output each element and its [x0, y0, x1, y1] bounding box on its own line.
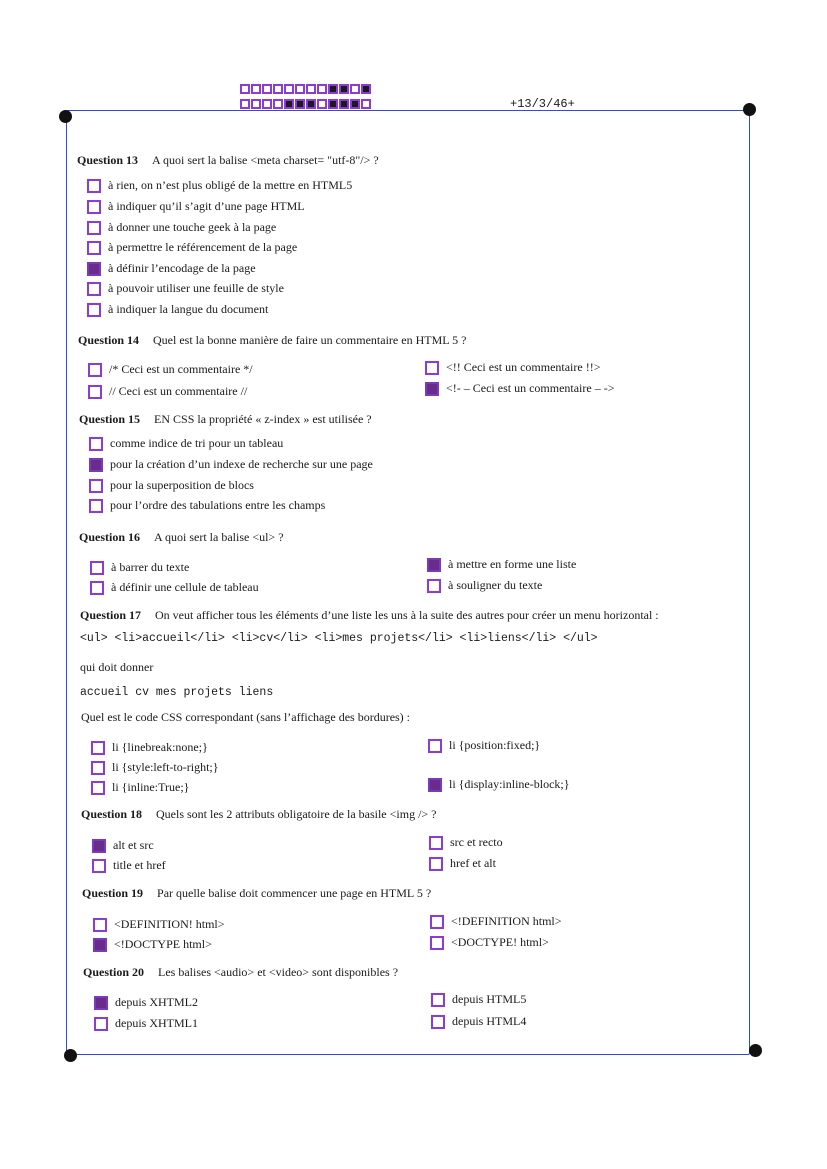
- question-text: EN CSS la propriété « z-index » est utilisée ?: [154, 412, 372, 426]
- code-cell: [251, 99, 261, 109]
- checkbox[interactable]: [87, 200, 101, 214]
- question-number: Question 18: [81, 807, 143, 821]
- checkbox[interactable]: [425, 382, 439, 396]
- checkbox[interactable]: [431, 1015, 445, 1029]
- checkbox[interactable]: [89, 479, 103, 493]
- q19-option-4[interactable]: <DOCTYPE! html>: [430, 935, 549, 950]
- corner-marker-top-right: [743, 103, 756, 116]
- question-number: Question 14: [78, 333, 140, 347]
- q19-option-3[interactable]: <!DEFINITION html>: [430, 914, 562, 929]
- checkbox[interactable]: [431, 993, 445, 1007]
- checkbox[interactable]: [94, 996, 108, 1010]
- checkbox[interactable]: [93, 938, 107, 952]
- q16-option-2[interactable]: à définir une cellule de tableau: [90, 580, 259, 595]
- q20-option-2[interactable]: depuis XHTML1: [94, 1016, 198, 1031]
- code-cell: [295, 84, 305, 94]
- code-cell: [284, 84, 294, 94]
- checkbox[interactable]: [427, 558, 441, 572]
- checkbox[interactable]: [90, 581, 104, 595]
- checkbox[interactable]: [425, 361, 439, 375]
- q17-line-3: Quel est le code CSS correspondant (sans l’affichage des bordures) :: [81, 710, 411, 724]
- q13-option-5[interactable]: à définir l’encodage de la page: [87, 261, 256, 276]
- corner-marker-top-left: [59, 110, 72, 123]
- code-cell: [328, 84, 338, 94]
- question-number: Question 20: [83, 965, 145, 979]
- code-cell: [361, 99, 371, 109]
- question-text: A quoi sert la balise <ul> ?: [154, 530, 284, 544]
- q15-option-2[interactable]: pour la création d’un indexe de recherche sur une page: [89, 457, 373, 472]
- code-snippet-html: <ul> <li>accueil</li> <li>cv</li> <li>mes projets</li> <li>liens</li> </ul>: [80, 632, 598, 645]
- checkbox[interactable]: [87, 262, 101, 276]
- checkbox[interactable]: [93, 918, 107, 932]
- binary-code-row-2: [240, 99, 371, 109]
- q17-option-2[interactable]: li {style:left-to-right;}: [91, 760, 219, 775]
- code-cell: [284, 99, 294, 109]
- checkbox[interactable]: [87, 303, 101, 317]
- question-text: Les balises <audio> et <video> sont disponibles ?: [158, 965, 399, 979]
- question-16: [79, 530, 284, 545]
- code-cell: [350, 99, 360, 109]
- checkbox[interactable]: [427, 579, 441, 593]
- question-text: Quel est la bonne manière de faire un commentaire en HTML 5 ?: [153, 333, 467, 347]
- code-cell: [328, 99, 338, 109]
- q13-option-6[interactable]: à pouvoir utiliser une feuille de style: [87, 281, 284, 296]
- checkbox[interactable]: [429, 836, 443, 850]
- q17-option-4[interactable]: li {position:fixed;}: [428, 738, 540, 753]
- code-cell: [251, 84, 261, 94]
- question-text: A quoi sert la balise <meta charset= "utf-8"/> ?: [152, 153, 379, 167]
- q20-option-4[interactable]: depuis HTML4: [431, 1014, 526, 1029]
- q18-option-3[interactable]: src et recto: [429, 835, 503, 850]
- q16-option-4[interactable]: à souligner du texte: [427, 578, 542, 593]
- q14-option-2[interactable]: // Ceci est un commentaire //: [88, 384, 247, 399]
- checkbox[interactable]: [91, 761, 105, 775]
- code-cell: [339, 84, 349, 94]
- q19-option-2[interactable]: <!DOCTYPE html>: [93, 937, 212, 952]
- code-cell: [273, 84, 283, 94]
- question-20: [83, 965, 398, 980]
- code-cell: [361, 84, 371, 94]
- code-cell: [262, 99, 272, 109]
- question-18: [81, 807, 437, 822]
- q13-option-3[interactable]: à donner une touche geek à la page: [87, 220, 276, 235]
- checkbox[interactable]: [94, 1017, 108, 1031]
- q17-option-5[interactable]: li {display:inline-block;}: [428, 777, 570, 792]
- q13-option-4[interactable]: à permettre le référencement de la page: [87, 240, 297, 255]
- q13-option-7[interactable]: à indiquer la langue du document: [87, 302, 268, 317]
- q13-option-2[interactable]: à indiquer qu’il s’agit d’une page HTML: [87, 199, 305, 214]
- code-snippet-output: accueil cv mes projets liens: [80, 686, 274, 699]
- corner-marker-bottom-right: [749, 1044, 762, 1057]
- checkbox[interactable]: [90, 561, 104, 575]
- q20-option-3[interactable]: depuis HTML5: [431, 992, 526, 1007]
- binary-code-row-1: [240, 84, 371, 94]
- question-number: Question 16: [79, 530, 141, 544]
- question-19: [82, 886, 431, 901]
- q17-option-1[interactable]: li {linebreak:none;}: [91, 740, 208, 755]
- q18-option-1[interactable]: alt et src: [92, 838, 154, 853]
- checkbox[interactable]: [89, 499, 103, 513]
- q20-option-1[interactable]: depuis XHTML2: [94, 995, 198, 1010]
- q18-option-2[interactable]: title et href: [92, 858, 166, 873]
- question-number: Question 13: [77, 153, 139, 167]
- q16-option-1[interactable]: à barrer du texte: [90, 560, 189, 575]
- checkbox[interactable]: [87, 241, 101, 255]
- code-cell: [295, 99, 305, 109]
- checkbox[interactable]: [428, 739, 442, 753]
- checkbox[interactable]: [92, 839, 106, 853]
- code-cell: [317, 84, 327, 94]
- question-number: Question 15: [79, 412, 141, 426]
- code-cell: [240, 84, 250, 94]
- code-cell: [240, 99, 250, 109]
- q16-option-3[interactable]: à mettre en forme une liste: [427, 557, 576, 572]
- q14-option-1[interactable]: /* Ceci est un commentaire */: [88, 362, 253, 377]
- checkbox[interactable]: [87, 282, 101, 296]
- code-cell: [339, 99, 349, 109]
- q13-option-1[interactable]: à rien, on n’est plus obligé de la mettre en HTML5: [87, 178, 352, 193]
- question-number: Question 19: [82, 886, 144, 900]
- checkbox[interactable]: [89, 437, 103, 451]
- question-14: [78, 333, 466, 348]
- q17-option-3[interactable]: li {inline:True;}: [91, 780, 189, 795]
- checkbox[interactable]: [91, 741, 105, 755]
- checkbox[interactable]: [89, 458, 103, 472]
- q14-option-4[interactable]: <!- – Ceci est un commentaire – ->: [425, 381, 614, 396]
- q15-option-1[interactable]: comme indice de tri pour un tableau: [89, 436, 283, 451]
- code-cell: [262, 84, 272, 94]
- question-15: [79, 412, 372, 427]
- question-number: Question 17: [80, 608, 142, 622]
- checkbox[interactable]: [88, 385, 102, 399]
- code-cell: [273, 99, 283, 109]
- checkbox[interactable]: [428, 778, 442, 792]
- q19-option-1[interactable]: <DEFINITION! html>: [93, 917, 225, 932]
- checkbox[interactable]: [430, 936, 444, 950]
- q15-option-3[interactable]: pour la superposition de blocs: [89, 478, 254, 493]
- checkbox[interactable]: [91, 781, 105, 795]
- checkbox[interactable]: [429, 857, 443, 871]
- question-text: Quels sont les 2 attributs obligatoire de la basile <img /> ?: [156, 807, 437, 821]
- checkbox[interactable]: [87, 221, 101, 235]
- code-cell: [306, 99, 316, 109]
- question-text: On veut afficher tous les éléments d’une liste les uns à la suite des autres pour créer un menu horizontal :: [155, 608, 659, 622]
- code-cell: [317, 99, 327, 109]
- code-cell: [306, 84, 316, 94]
- checkbox[interactable]: [88, 363, 102, 377]
- q14-option-3[interactable]: <!! Ceci est un commentaire !!>: [425, 360, 600, 375]
- question-17: [80, 608, 659, 623]
- checkbox[interactable]: [430, 915, 444, 929]
- q18-option-4[interactable]: href et alt: [429, 856, 496, 871]
- corner-marker-bottom-left: [64, 1049, 77, 1062]
- question-13: [77, 153, 379, 168]
- checkbox[interactable]: [92, 859, 106, 873]
- checkbox[interactable]: [87, 179, 101, 193]
- q15-option-4[interactable]: pour l’ordre des tabulations entre les champs: [89, 498, 325, 513]
- code-cell: [350, 84, 360, 94]
- q17-line-2: qui doit donner: [80, 660, 154, 674]
- question-text: Par quelle balise doit commencer une page en HTML 5 ?: [157, 886, 432, 900]
- page-id: +13/3/46+: [510, 97, 575, 111]
